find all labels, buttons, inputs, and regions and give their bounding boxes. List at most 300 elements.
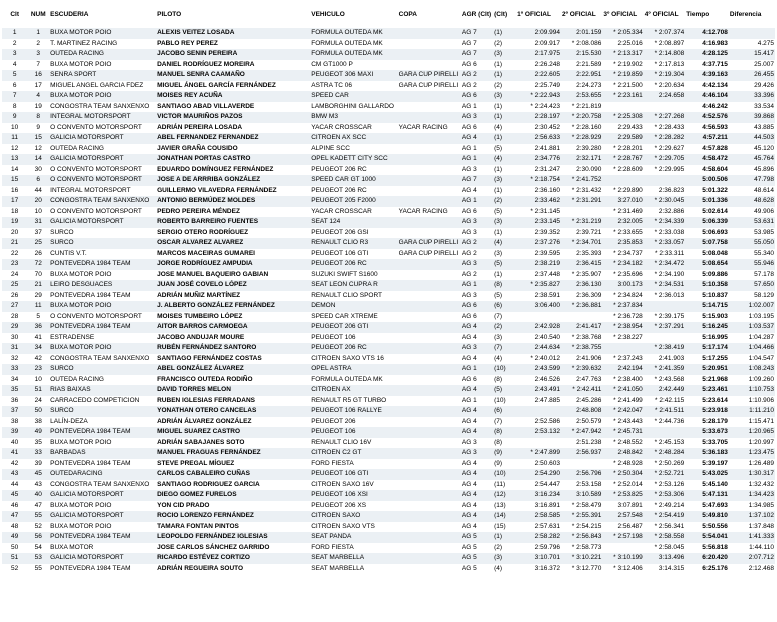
col-vehiculo-cell: SPEED CAR <box>310 91 397 102</box>
col-vehiculo-cell: SUZUKI SWIFT S1600 <box>310 270 397 281</box>
col-vehiculo-cell: SEAT MARBELLA <box>310 553 397 564</box>
col-escuderia-cell: RIAS BAIXAS <box>49 385 156 396</box>
col-diferencia-cell: 33.534 <box>729 102 775 113</box>
col-vehiculo-cell: FORMULA OUTEDA MK <box>310 49 397 60</box>
col-oficial-4-cell: * 2:33.038 <box>644 228 685 239</box>
col-clt-cell: 44 <box>2 480 27 491</box>
col-diferencia-cell: 1:20.965 <box>729 427 775 438</box>
col-agr-clt-cell: (3) <box>493 49 516 60</box>
col-tiempo-cell: 5:02.614 <box>685 207 729 218</box>
col-num-cell: 10 <box>27 375 49 386</box>
col-diferencia-cell: 58.129 <box>729 291 775 302</box>
col-oficial-2-cell: * 2:34.701 <box>561 238 602 249</box>
table-row <box>2 154 775 165</box>
col-vehiculo-cell: PEUGEOT 106 <box>310 427 397 438</box>
col-oficial-1-cell: 2:25.749 <box>516 81 561 92</box>
col-diferencia-cell: 1:37.102 <box>729 511 775 522</box>
col-diferencia-cell: 1:26.489 <box>729 459 775 470</box>
col-oficial-3-cell: 2:32.005 <box>602 217 643 228</box>
col-vehiculo-cell: PEUGEOT 206 RC <box>310 259 397 270</box>
col-tiempo-cell: 5:16.245 <box>685 322 729 333</box>
table-row <box>2 123 775 134</box>
col-agr-clt-cell: (6) <box>493 301 516 312</box>
col-piloto-cell: FRANCISCO OUTEDA RODIÑO <box>156 375 310 386</box>
col-agr-cell: AG 2 <box>461 81 493 92</box>
col-oficial-2-cell: 2:51.238 <box>561 438 602 449</box>
col-diferencia-cell: 1:11.210 <box>729 406 775 417</box>
col-diferencia-cell: 1:34.985 <box>729 501 775 512</box>
col-tiempo-cell: 5:20.951 <box>685 364 729 375</box>
col-agr-cell: AG 4 <box>461 490 493 501</box>
table-row <box>2 207 775 218</box>
col-piloto-cell: SANTIAGO FERNÁNDEZ COSTAS <box>156 354 310 365</box>
col-clt-cell: 3 <box>2 49 27 60</box>
col-tiempo-cell: 4:39.163 <box>685 70 729 81</box>
table-row <box>2 553 775 564</box>
col-piloto-cell: MOISES TUMBEIRO LÓPEZ <box>156 312 310 323</box>
col-num-cell: 35 <box>27 438 49 449</box>
col-vehiculo-cell: PEUGEOT 206 RC <box>310 165 397 176</box>
col-agr-clt-cell: (4) <box>493 354 516 365</box>
col-tiempo-cell: 5:17.255 <box>685 354 729 365</box>
col-diferencia-cell: 48.614 <box>729 186 775 197</box>
col-piloto-cell: MANUEL SENRA CAAMAÑO <box>156 70 310 81</box>
col-copa-cell: YACAR RACING <box>398 123 461 134</box>
col-vehiculo-cell: SEAT 124 <box>310 217 397 228</box>
col-agr-clt-cell: (1) <box>493 70 516 81</box>
table-row <box>2 543 775 554</box>
col-oficial-2-cell: * 2:42.411 <box>561 385 602 396</box>
table-row <box>2 501 775 512</box>
col-clt-cell: 34 <box>2 375 27 386</box>
col-vehiculo-cell: PEUGEOT 106 XSI <box>310 490 397 501</box>
col-oficial-4-cell: * 2:39.175 <box>644 312 685 323</box>
col-diferencia-cell: 1:20.997 <box>729 438 775 449</box>
col-copa-cell <box>398 354 461 365</box>
col-vehiculo-cell: PEUGEOT 206 <box>310 417 397 428</box>
col-oficial-4-cell: * 2:30.045 <box>644 196 685 207</box>
col-agr-clt-cell: (1) <box>493 186 516 197</box>
col-num-cell: 50 <box>27 406 49 417</box>
col-clt-cell: 8 <box>2 102 27 113</box>
col-escuderia-cell: GALICIA MOTORSPORT <box>49 217 156 228</box>
col-clt-cell: 11 <box>2 133 27 144</box>
col-oficial-3-cell: * 2:37.243 <box>602 354 643 365</box>
col-copa-cell <box>398 259 461 270</box>
table-row <box>2 238 775 249</box>
col-piloto-cell: JUAN JOSÉ COVELO LÓPEZ <box>156 280 310 291</box>
col-oficial-4-cell: * 2:33.311 <box>644 249 685 260</box>
col-oficial-2-cell: 2:45.286 <box>561 396 602 407</box>
col-agr-cell: AG 1 <box>461 154 493 165</box>
col-diferencia-cell: 1:34.423 <box>729 490 775 501</box>
col-vehiculo-cell: YACAR CROSSCAR <box>310 207 397 218</box>
col-escuderia-cell: MIGUEL ANGEL GARCIA FDEZ <box>49 81 156 92</box>
col-copa-cell <box>398 417 461 428</box>
col-oficial-2-cell: * 3:12.770 <box>561 564 602 575</box>
table-row <box>2 39 775 50</box>
col-oficial-1-cell <box>516 312 561 323</box>
col-oficial-1-cell: 2:41.881 <box>516 144 561 155</box>
col-diferencia-cell: 1:37.848 <box>729 522 775 533</box>
col-copa-cell: GARA CUP PIRELLI <box>398 249 461 260</box>
col-piloto-cell: PABLO REY PEREZ <box>156 39 310 50</box>
col-num-cell: 38 <box>27 417 49 428</box>
col-agr-cell: AG 2 <box>461 70 493 81</box>
col-tiempo-cell: 5:08.048 <box>685 249 729 260</box>
col-piloto-cell: JOSE MANUEL BAQUEIRO GABIAN <box>156 270 310 281</box>
col-vehiculo-cell: CITROEN AX <box>310 385 397 396</box>
col-oficial-3-cell: * 2:43.443 <box>602 417 643 428</box>
col-vehiculo-cell: PEUGEOT 205 F2000 <box>310 196 397 207</box>
col-oficial-2-cell: 2:39.280 <box>561 144 602 155</box>
col-piloto-cell: PEDRO PEREIRA MÉNDEZ <box>156 207 310 218</box>
col-copa-cell <box>398 312 461 323</box>
col-clt-cell: 18 <box>2 207 27 218</box>
col-copa-cell <box>398 543 461 554</box>
col-vehiculo-cell: FORMULA OUTEDA MK <box>310 375 397 386</box>
col-vehiculo-cell: ASTRA TC 06 <box>310 81 397 92</box>
col-num-cell: 8 <box>27 112 49 123</box>
col-clt-cell: 14 <box>2 165 27 176</box>
col-diferencia-cell: 1:44.110 <box>729 543 775 554</box>
col-escuderia-cell: BUXA MOTOR POIO <box>49 91 156 102</box>
col-oficial-1-cell: 2:56.633 <box>516 133 561 144</box>
col-oficial-3-cell: * 2:34.737 <box>602 249 643 260</box>
col-copa-cell <box>398 343 461 354</box>
results-table <box>2 9 775 574</box>
col-tiempo-cell: 5:49.810 <box>685 511 729 522</box>
col-agr-cell: AG 3 <box>461 259 493 270</box>
col-clt-cell: 15 <box>2 175 27 186</box>
col-vehiculo-cell: OPEL KADETT CITY SCC <box>310 154 397 165</box>
col-tiempo-cell: 4:52.576 <box>685 112 729 123</box>
col-clt-cell: 48 <box>2 522 27 533</box>
header-col-oficial-4: 4º OFICIAL <box>644 10 679 18</box>
col-diferencia-cell: 15.417 <box>729 49 775 60</box>
col-num-cell: 36 <box>27 322 49 333</box>
col-agr-clt-cell: (3) <box>493 249 516 260</box>
col-agr-cell: AG 1 <box>461 144 493 155</box>
col-copa-cell <box>398 112 461 123</box>
col-agr-clt-cell: (13) <box>493 501 516 512</box>
col-num-cell: 39 <box>27 459 49 470</box>
table-row <box>2 91 775 102</box>
col-oficial-2-cell: * 2:36.881 <box>561 301 602 312</box>
col-oficial-3-cell <box>602 343 643 354</box>
col-oficial-4-cell <box>644 333 685 344</box>
col-oficial-2-cell: 2:41.906 <box>561 354 602 365</box>
col-oficial-3-cell: * 2:28.609 <box>602 165 643 176</box>
col-oficial-1-cell: 2:30.452 <box>516 123 561 134</box>
col-agr-clt-cell: (10) <box>493 364 516 375</box>
col-vehiculo-cell: LAMBORGHINI GALLARDO <box>310 102 397 113</box>
col-oficial-3-cell: * 2:53.825 <box>602 490 643 501</box>
col-vehiculo-cell: CITROEN SAXO 16V <box>310 480 397 491</box>
col-vehiculo-cell: PEUGEOT 206 GTI <box>310 322 397 333</box>
col-agr-cell: AG 4 <box>461 385 493 396</box>
col-oficial-3-cell: * 2:48.552 <box>602 438 643 449</box>
col-agr-clt-cell: (3) <box>493 91 516 102</box>
col-clt-cell: 17 <box>2 196 27 207</box>
col-clt-cell: 1 <box>2 28 27 39</box>
col-oficial-4-cell: * 2:48.284 <box>644 448 685 459</box>
col-clt-cell: 22 <box>2 249 27 260</box>
col-oficial-3-cell: * 2:52.014 <box>602 480 643 491</box>
header-col-agr-clt: (Clt) <box>494 10 508 18</box>
col-diferencia-cell: 1:03.537 <box>729 322 775 333</box>
col-copa-cell <box>398 228 461 239</box>
col-num-cell: 24 <box>27 396 49 407</box>
col-oficial-1-cell: 2:54.290 <box>516 469 561 480</box>
col-clt-cell: 32 <box>2 354 27 365</box>
col-oficial-3-cell: * 2:48.928 <box>602 459 643 470</box>
col-vehiculo-cell: RENAULT R5 GT TURBO <box>310 396 397 407</box>
col-piloto-cell: SANTIAGO RODRIGUEZ GARCIA <box>156 480 310 491</box>
header-col-oficial-3: 3º OFICIAL <box>603 10 638 18</box>
col-copa-cell <box>398 364 461 375</box>
col-piloto-cell: TAMARA FONTAN PINTOS <box>156 522 310 533</box>
col-agr-cell: AG 5 <box>461 564 493 575</box>
col-tiempo-cell: 4:58.472 <box>685 154 729 165</box>
col-oficial-2-cell: 3:10.589 <box>561 490 602 501</box>
col-agr-clt-cell: (5) <box>493 291 516 302</box>
col-escuderia-cell: CARRACEDO COMPETICION <box>49 396 156 407</box>
table-row <box>2 28 775 39</box>
table-row <box>2 490 775 501</box>
col-oficial-3-cell: * 2:13.317 <box>602 49 643 60</box>
col-copa-cell <box>398 448 461 459</box>
col-copa-cell <box>398 301 461 312</box>
col-oficial-3-cell <box>602 102 643 113</box>
col-oficial-1-cell: 3:16.234 <box>516 490 561 501</box>
col-diferencia-cell: 44.503 <box>729 133 775 144</box>
col-tiempo-cell: 5:47.131 <box>685 490 729 501</box>
col-num-cell: 11 <box>27 301 49 312</box>
col-diferencia-cell: 2:07.712 <box>729 553 775 564</box>
col-clt-cell: 45 <box>2 490 27 501</box>
col-tiempo-cell: 5:50.556 <box>685 522 729 533</box>
col-escuderia-cell: CONGOSTRA TEAM SANXENXO <box>49 102 156 113</box>
col-agr-clt-cell: (1) <box>493 133 516 144</box>
col-copa-cell <box>398 144 461 155</box>
col-copa-cell <box>398 522 461 533</box>
col-clt-cell: 4 <box>2 60 27 71</box>
col-escuderia-cell: BUXA MOTOR POIO <box>49 301 156 312</box>
col-diferencia-cell: 53.985 <box>729 228 775 239</box>
col-diferencia-cell: 1:08.243 <box>729 364 775 375</box>
col-escuderia-cell: ESTRADENSE <box>49 333 156 344</box>
col-escuderia-cell: PONTEVEDRA 1984 TEAM <box>49 322 156 333</box>
col-clt-cell: 52 <box>2 564 27 575</box>
col-diferencia-cell: 1:15.471 <box>729 417 775 428</box>
header-col-diferencia: Diferencia <box>729 10 762 18</box>
col-agr-cell: AG 4 <box>461 322 493 333</box>
table-row <box>2 60 775 71</box>
col-clt-cell: 13 <box>2 154 27 165</box>
col-copa-cell <box>398 28 461 39</box>
table-row <box>2 144 775 155</box>
col-oficial-1-cell: 2:46.526 <box>516 375 561 386</box>
col-num-cell: 2 <box>27 39 49 50</box>
col-oficial-1-cell <box>516 438 561 449</box>
col-num-cell: 56 <box>27 532 49 543</box>
col-agr-clt-cell: (14) <box>493 511 516 522</box>
col-clt-cell: 21 <box>2 238 27 249</box>
table-row <box>2 469 775 480</box>
col-oficial-4-cell: * 2:42.115 <box>644 396 685 407</box>
col-agr-cell: AG 1 <box>461 364 493 375</box>
col-num-cell: 7 <box>27 60 49 71</box>
col-oficial-4-cell: * 2:43.568 <box>644 375 685 386</box>
col-vehiculo-cell: CITROEN SAXO <box>310 511 397 522</box>
col-vehiculo-cell: SEAT LEON CUPRA R <box>310 280 397 291</box>
col-agr-clt-cell: (2) <box>493 196 516 207</box>
col-clt-cell: 23 <box>2 259 27 270</box>
col-oficial-4-cell: * 2:20.634 <box>644 81 685 92</box>
col-escuderia-cell: O CONVENTO MOTORSPORT <box>49 165 156 176</box>
col-oficial-2-cell: * 2:58.479 <box>561 501 602 512</box>
table-row <box>2 427 775 438</box>
col-oficial-1-cell: 2:09.994 <box>516 28 561 39</box>
col-oficial-4-cell: * 2:34.531 <box>644 280 685 291</box>
col-agr-clt-cell: (1) <box>493 28 516 39</box>
col-tiempo-cell: 4:46.104 <box>685 91 729 102</box>
col-oficial-4-cell: * 2:54.419 <box>644 511 685 522</box>
table-row <box>2 396 775 407</box>
col-oficial-2-cell: 2:35.393 <box>561 249 602 260</box>
col-agr-cell: AG 3 <box>461 217 493 228</box>
col-oficial-2-cell: * 2:28.929 <box>561 133 602 144</box>
col-oficial-4-cell: * 2:29.705 <box>644 154 685 165</box>
col-escuderia-cell: PONTEVEDRA 1984 TEAM <box>49 427 156 438</box>
col-agr-cell: AG 1 <box>461 196 493 207</box>
col-tiempo-cell: 5:16.995 <box>685 333 729 344</box>
col-oficial-4-cell: * 2:14.808 <box>644 49 685 60</box>
col-oficial-4-cell: * 2:52.721 <box>644 469 685 480</box>
header-col-agr: AGR (Clt) <box>461 10 492 18</box>
col-oficial-2-cell: 2:53.655 <box>561 91 602 102</box>
table-row <box>2 333 775 344</box>
col-oficial-1-cell: 3:16.891 <box>516 501 561 512</box>
col-num-cell: 43 <box>27 480 49 491</box>
col-piloto-cell: ADRIÁN MUÑIZ MARTÍNEZ <box>156 291 310 302</box>
col-oficial-3-cell: * 2:25.308 <box>602 112 643 123</box>
col-oficial-4-cell: * 2:19.304 <box>644 70 685 81</box>
col-oficial-3-cell: * 2:34.182 <box>602 259 643 270</box>
col-clt-cell: 50 <box>2 543 27 554</box>
col-oficial-4-cell <box>644 427 685 438</box>
col-clt-cell: 40 <box>2 438 27 449</box>
col-agr-cell: AG 3 <box>461 291 493 302</box>
col-oficial-4-cell: 2:42.449 <box>644 385 685 396</box>
col-tiempo-cell: 5:08.654 <box>685 259 729 270</box>
col-oficial-1-cell: * 2:35.827 <box>516 280 561 291</box>
col-agr-clt-cell: (3) <box>493 175 516 186</box>
col-oficial-4-cell: * 2:41.511 <box>644 406 685 417</box>
table-row <box>2 175 775 186</box>
col-num-cell: 5 <box>27 312 49 323</box>
table-row <box>2 186 775 197</box>
col-tiempo-cell: 4:12.708 <box>685 28 729 39</box>
col-num-cell: 45 <box>27 469 49 480</box>
col-oficial-1-cell: 2:38.219 <box>516 259 561 270</box>
col-escuderia-cell: LALÍN-DEZA <box>49 417 156 428</box>
col-oficial-2-cell: * 2:31.291 <box>561 196 602 207</box>
col-oficial-2-cell: 2:21.589 <box>561 60 602 71</box>
col-escuderia-cell: GALICIA MOTORSPORT <box>49 511 156 522</box>
col-oficial-3-cell: 2:29.589 <box>602 133 643 144</box>
col-num-cell: 20 <box>27 196 49 207</box>
col-diferencia-cell: 1:04.287 <box>729 333 775 344</box>
col-agr-clt-cell: (1) <box>493 60 516 71</box>
col-vehiculo-cell: PEUGEOT 206 XS <box>310 501 397 512</box>
col-diferencia-cell: 1:30.317 <box>729 469 775 480</box>
col-escuderia-cell: INTEGRAL MOTORSPORT <box>49 186 156 197</box>
col-vehiculo-cell: FORMULA OUTEDA MK <box>310 28 397 39</box>
col-copa-cell <box>398 564 461 575</box>
col-oficial-2-cell: 2:47.763 <box>561 375 602 386</box>
col-oficial-3-cell: 3:00.173 <box>602 280 643 291</box>
col-diferencia-cell: 47.798 <box>729 175 775 186</box>
col-clt-cell: 24 <box>2 270 27 281</box>
col-piloto-cell: JOSE CARLOS SÁNCHEZ GARRIDO <box>156 543 310 554</box>
col-num-cell: 14 <box>27 154 49 165</box>
col-piloto-cell: STEVE PREGAL MÍGUEZ <box>156 459 310 470</box>
col-copa-cell <box>398 427 461 438</box>
col-num-cell: 53 <box>27 553 49 564</box>
col-oficial-3-cell: 2:48.842 <box>602 448 643 459</box>
header-col-num: NUM <box>30 10 46 18</box>
col-tiempo-cell: 4:57.828 <box>685 144 729 155</box>
col-num-cell: 72 <box>27 259 49 270</box>
header-col-tiempo: Tiempo <box>686 10 710 18</box>
col-escuderia-cell: BARBADAS <box>49 448 156 459</box>
col-oficial-3-cell: 3:07.891 <box>602 501 643 512</box>
col-diferencia-cell: 1:02.007 <box>729 301 775 312</box>
col-tiempo-cell: 5:45.140 <box>685 480 729 491</box>
col-tiempo-cell: 5:54.041 <box>685 532 729 543</box>
col-escuderia-cell: SURCO <box>49 238 156 249</box>
col-vehiculo-cell: PEUGEOT 106 GTI <box>310 249 397 260</box>
col-piloto-cell: OSCAR ALVAREZ ALVAREZ <box>156 238 310 249</box>
table-row <box>2 270 775 281</box>
col-copa-cell <box>398 501 461 512</box>
col-num-cell: 51 <box>27 385 49 396</box>
col-tiempo-cell: 5:23.614 <box>685 396 729 407</box>
table-row <box>2 322 775 333</box>
col-oficial-1-cell: 3:06.400 <box>516 301 561 312</box>
table-header <box>2 9 775 28</box>
col-num-cell: 41 <box>27 333 49 344</box>
col-diferencia-cell: 25.007 <box>729 60 775 71</box>
col-num-cell: 19 <box>27 102 49 113</box>
table-row <box>2 375 775 386</box>
col-copa-cell <box>398 385 461 396</box>
col-agr-cell: AG 6 <box>461 301 493 312</box>
col-agr-cell: AG 3 <box>461 448 493 459</box>
col-oficial-2-cell: 2:56.937 <box>561 448 602 459</box>
col-tiempo-cell: 5:21.968 <box>685 375 729 386</box>
col-oficial-1-cell: 2:28.197 <box>516 112 561 123</box>
col-oficial-4-cell: * 2:34.339 <box>644 217 685 228</box>
col-agr-cell: AG 4 <box>461 133 493 144</box>
col-oficial-4-cell <box>644 175 685 186</box>
col-num-cell: 9 <box>27 123 49 134</box>
col-tiempo-cell: 5:39.197 <box>685 459 729 470</box>
col-tiempo-cell: 5:36.183 <box>685 448 729 459</box>
table-row <box>2 448 775 459</box>
